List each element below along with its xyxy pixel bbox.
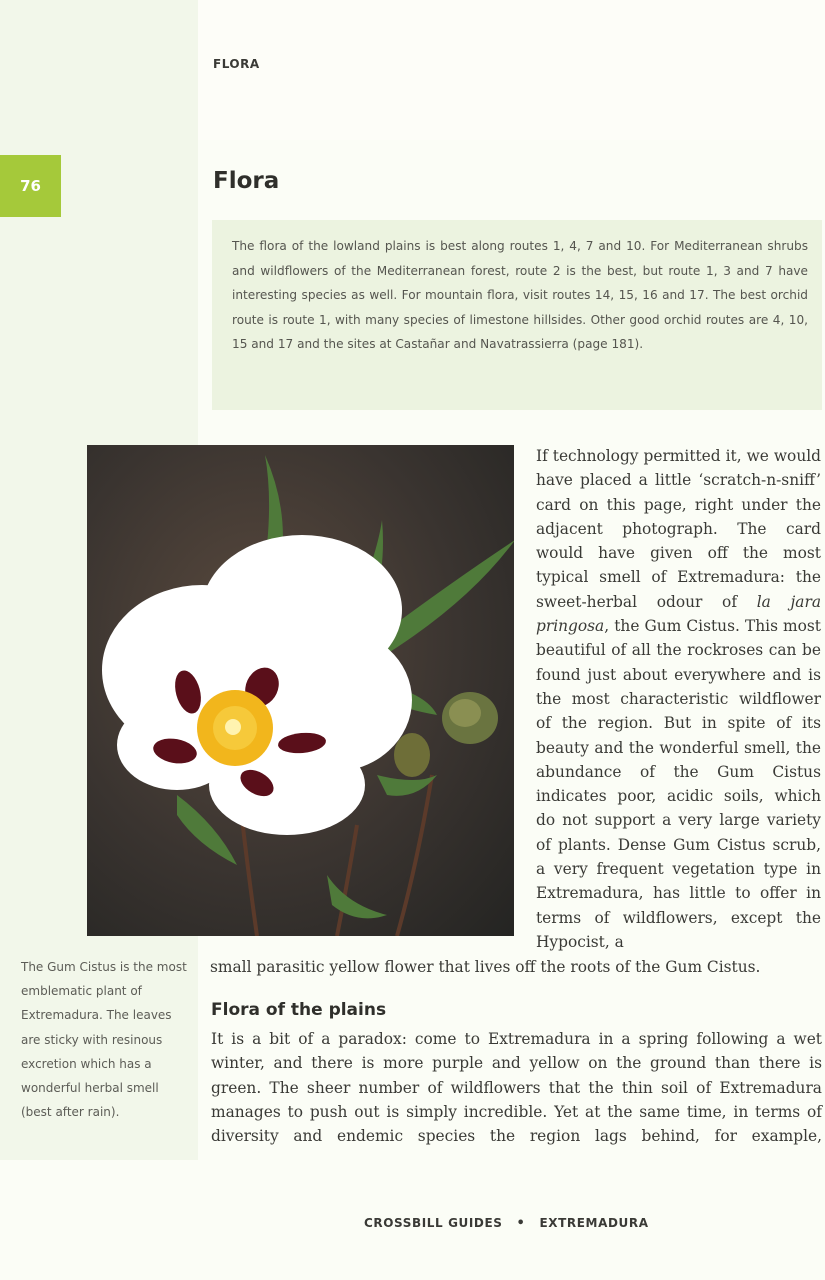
- photo-caption: The Gum Cistus is the most emblematic plant of Extremadura. The leaves are sticky with resinous excretion which has a wonderful herbal smell (best after rain).: [21, 960, 187, 1120]
- subsection-title: Flora of the plains: [211, 1000, 387, 1020]
- footer-bullet: •: [516, 1216, 526, 1231]
- page-number: 76: [20, 177, 41, 195]
- flower-illustration: [87, 445, 514, 936]
- intro-box: [212, 220, 822, 410]
- header-strip: [198, 0, 825, 140]
- body-paragraph-1: [536, 444, 821, 954]
- gum-cistus-photo: [87, 445, 514, 936]
- intro-text: The flora of the lowland plains is best along routes 1, 4, 7 and 10. For Mediterranean shrubs and wildflowers of the Mediterranean forest, route 2 is the best, but route 1, 3 and 7 have interesting species as well. For mountain flora, visit routes 14, 15, 16 and 17. The best orchid route is route 1, with many species of limestone hillsides. Other good orchid routes are 4, 10, 15 and 17 and the sites at Castañar and Navatrassierra (page 181).: [232, 239, 808, 351]
- page-number-tab: [0, 155, 61, 217]
- body-text-before: If technology permitted it, we would have placed a little ‘scratch-n-sniff’ card on this page, right under the adjacent photograph. The card would have given off the most typical smell of Extremadura: the sweet-herbal odour of: [536, 447, 821, 611]
- body-text-after: , the Gum Cistus. This most beautiful of all the rockroses can be found just about everywhere and is the most characteristic wildflower of the region. But in spite of its beauty and the wonderful smell, the abundance of the Gum Cistus indicates poor, acidic soils, which do not support a very large variety of plants. Dense Gum Cistus scrub, a very frequent vegetation type in Extremadura, has little to offer in terms of wildflowers, except the Hypocist, a: [536, 617, 821, 951]
- body-paragraph-2: It is a bit of a paradox: come to Extremadura in a spring following a wet winter, and there is more purple and yellow on the ground than there is green. The sheer number of wildflowers that the thin soil of Extremadura manages to push out is simply incredible. Yet at the same time, in terms of diversity and endemic species the region lags behind, for example,: [211, 1030, 822, 1146]
- section-title: Flora: [213, 168, 280, 194]
- page-footer: [364, 1216, 649, 1231]
- body-text-italic: la jara pringosa: [536, 592, 821, 636]
- footer-title: EXTREMADURA: [539, 1216, 649, 1230]
- footer-series: CROSSBILL GUIDES: [364, 1216, 503, 1230]
- body-paragraph-1-tail: small parasitic yellow flower that lives off the roots of the Gum Cistus.: [210, 958, 761, 976]
- running-head: FLORA: [213, 57, 260, 71]
